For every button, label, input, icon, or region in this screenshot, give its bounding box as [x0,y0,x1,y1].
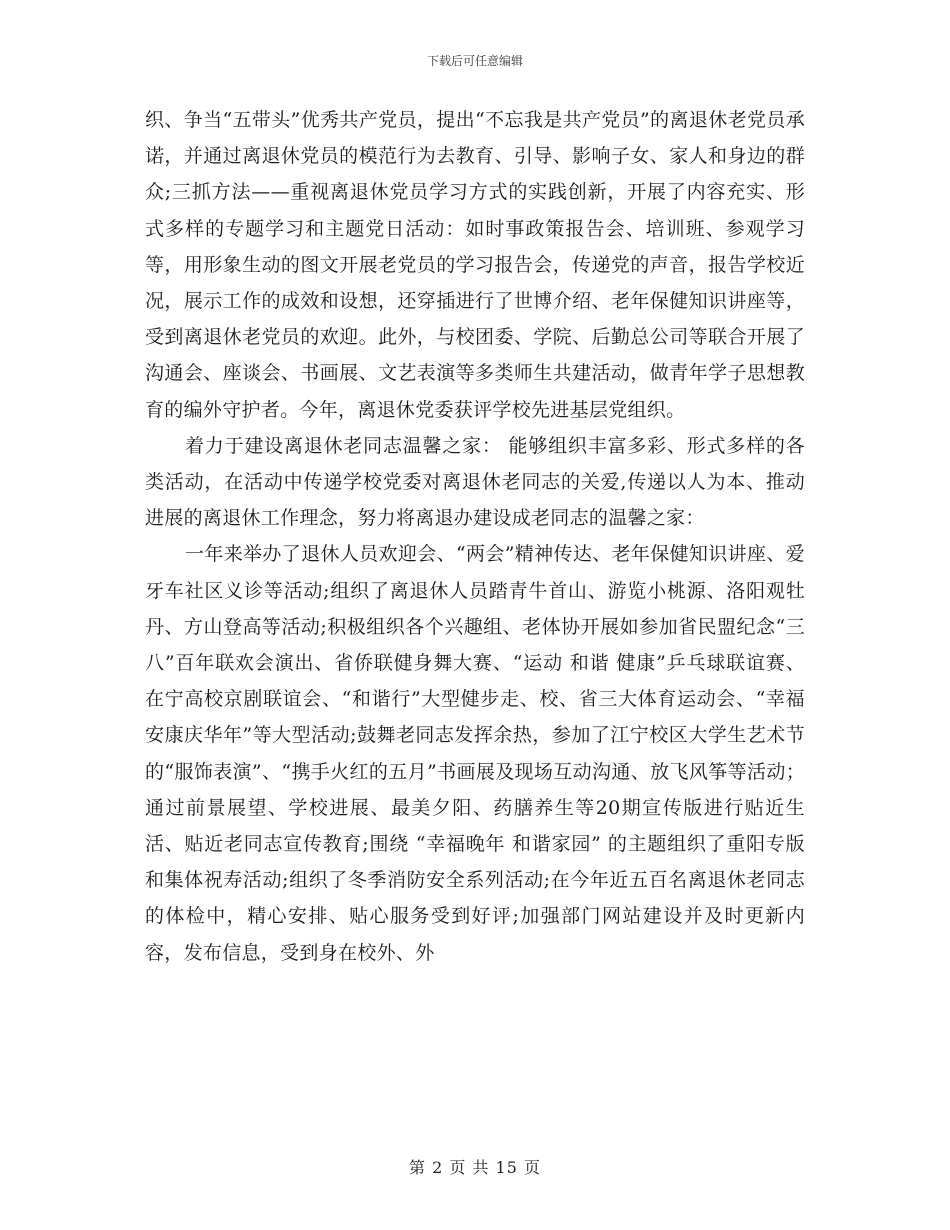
paragraph-continuation: 织、争当“五带头”优秀共产党员，提出“不忘我是共产党员”的离退休老党员承诺，并通过离退休党员的模范行为去教育、引导、影响子女、家人和身边的群众;三抓方法——重视离退休党员学习方式的实践创新，开展了内容充实、形式多样的专题学习和主题党日活动：如时事政策报告会、培训班、参观学习等，用形象生动的图文开展老党员的学习报告会，传递党的声音，报告学校近况，展示工作的成效和设想，还穿插进行了世博介绍、老年保健知识讲座等，受到离退休老党员的欢迎。此外，与校团委、学院、后勤总公司等联合开展了沟通会、座谈会、书画展、文艺表演等多类师生共建活动，做青年学子思想教育的编外守护者。今年，离退休党委获评学校先进基层党组织。 [145,109,805,421]
page-number: 第 2 页 共 15 页 [409,1158,541,1177]
paragraph-activities: 一年来举办了退休人员欢迎会、“两会”精神传达、老年保健知识讲座、爱牙车社区义诊等活动;组织了离退休人员踏青牛首山、游览小桃源、洛阳观牡丹、方山登高等活动;积极组织各个兴趣组、老体协开展如参加省民盟纪念“三八”百年联欢会演出、省侨联健身舞大赛、“运动 和谐 健康”乒乓球联谊赛、在宁高校京剧联谊会、“和谐行”大型健步走、校、省三大体育运动会、“幸福安康庆华年”等大型活动;鼓舞老同志发挥余热，参加了江宁校区大学生艺术节的“服饰表演”、“携手火红的五月”书画展及现场互动沟通、放飞风筝等活动；通过前景展望、学校进展、最美夕阳、药膳养生等20期宣传版进行贴近生活、贴近老同志宣传教育;围绕 “幸福晚年 和谐家园” 的主题组织了重阳专版和集体祝寿活动;组织了冬季消防安全系列活动;在今年近五百名离退休老同志的体检中，精心安排、贴心服务受到好评;加强部门网站建设并及时更新内容，发布信息，受到身在校外、外 [145,543,805,964]
paragraph-warm-home: 着力于建设离退休老同志温馨之家： 能够组织丰富多彩、形式多样的各类活动，在活动中传递学校党委对离退休老同志的关爱,传递以人为本、推动进展的离退休工作理念，努力将离退办建设成老同志的温馨之家： [145,434,805,530]
page-header-note: 下载后可任意编辑 [426,54,523,68]
document-body [145,102,805,971]
